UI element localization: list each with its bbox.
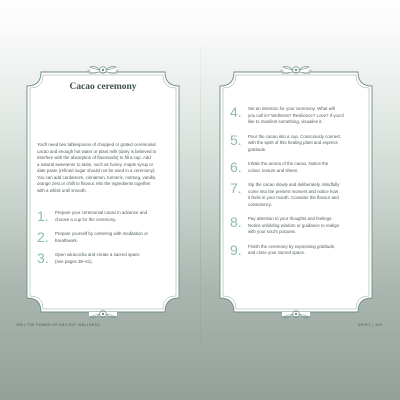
step-item <box>35 252 171 265</box>
left-page-footer: 158 | THE POWER OF ANCIENT WELLNESS <box>16 323 101 327</box>
step-number: 8. <box>230 214 242 230</box>
steps-list <box>228 106 364 265</box>
step-text: Sip the cacao slowly and deliberately. Mindfully come into the present moment and notice how it feels in your mouth. Consider the flavour and consistency. <box>248 182 340 207</box>
gutter <box>200 45 201 345</box>
page-title: Cacao ceremony <box>69 82 137 92</box>
right-page-card <box>218 70 374 314</box>
step-text: Pour the cacao into a cup. Consciously connect with the spirit of this healing plant and express gratitude. <box>248 133 341 152</box>
intro-paragraph: You'll need two tablespoons of chopped or grated ceremonial cacao and enough hot water or plant milk (dairy is believed to interfere with the absorption of flavonoids) to fill a cup. Add a natural sweetener to taste, such as honey, maple syrup or date paste (refined sugar should not be used in a ceremony). You can add cardamom, cinnamon, turmeric, nutmeg, vanilla, orange zest or chilli to flavour. Mix the ingredients together with a whisk until smooth. <box>37 142 157 193</box>
step-item <box>35 231 171 244</box>
step-number: 3. <box>37 250 49 266</box>
step-text: Inhale the aroma of the cacao. Notice the colour, texture and sheen. <box>248 161 329 173</box>
step-item <box>228 106 364 126</box>
step-number: 6. <box>230 159 242 175</box>
step-text: Prepare your ceremonial cacao in advance and choose a cup for the ceremony. <box>55 210 148 222</box>
step-text: Finish the ceremony by expressing gratitude, and close your sacred space. <box>248 243 336 255</box>
step-number: 5. <box>230 131 242 148</box>
step-item <box>228 216 364 236</box>
step-text: Pay attention to your thoughts and feelings. Notice unfolding wisdom or guidance to realign with your soul's purpose. <box>248 216 340 234</box>
step-item <box>35 210 171 223</box>
left-page-card <box>25 70 181 314</box>
step-number: 2. <box>37 229 49 245</box>
step-number: 1. <box>37 208 49 224</box>
step-item <box>228 241 364 258</box>
step-text: Open wiracocha and create a sacred space (see pages 39–41). <box>55 252 140 264</box>
step-number: 9. <box>230 241 242 258</box>
step-number: 4. <box>230 104 242 120</box>
right-page-footer: SPIRIT | 159 <box>357 323 382 327</box>
step-text: Set an intention for your ceremony. What will you call in? Wellness? Resilience? Love? If you'd like to manifest something, visualise it. <box>248 106 344 124</box>
step-item <box>228 131 364 154</box>
step-item <box>228 161 364 174</box>
steps-list <box>35 210 171 273</box>
step-number: 7. <box>230 180 242 196</box>
step-text: Prepare yourself by centering with meditation or breathwork. <box>55 231 148 243</box>
step-item <box>228 182 364 208</box>
